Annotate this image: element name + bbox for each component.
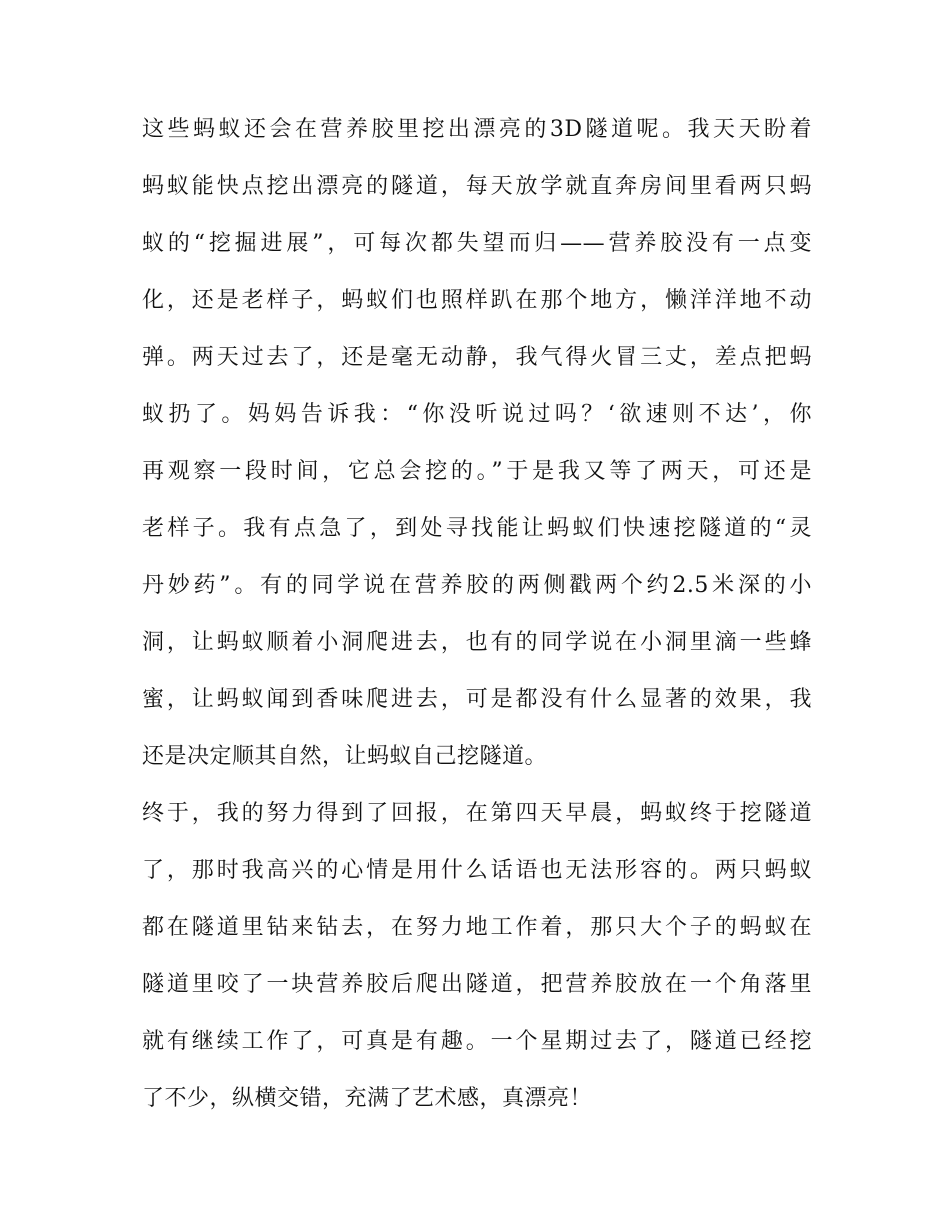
text-line: 就有继续工作了，可真是有趣。一个星期过去了，隧道已经挖 bbox=[142, 1029, 812, 1054]
text-line: 这些蚂蚁还会在营养胶里挖出漂亮的3D隧道呢。我天天盼着 bbox=[142, 117, 812, 142]
text-line: 蚂蚁能快点挖出漂亮的隧道，每天放学就直奔房间里看两只蚂 bbox=[142, 174, 812, 199]
text-line: 了不少，纵横交错，充满了艺术感，真漂亮！ bbox=[142, 1086, 593, 1111]
text-line: 还是决定顺其自然，让蚂蚁自己挖隧道。 bbox=[142, 744, 548, 769]
text-line: 蚁扔了。妈妈告诉我：“你没听说过吗？‘欲速则不达’，你 bbox=[142, 402, 812, 427]
text-line: 化，还是老样子，蚂蚁们也照样趴在那个地方，懒洋洋地不动 bbox=[142, 288, 812, 313]
document-body bbox=[142, 107, 812, 1133]
paragraph-2 bbox=[142, 791, 812, 1122]
text-line: 终于，我的努力得到了回报，在第四天早晨，蚂蚁终于挖隧道 bbox=[142, 801, 812, 826]
text-line: 了，那时我高兴的心情是用什么话语也无法形容的。两只蚂蚁 bbox=[142, 858, 812, 883]
text-line: 洞，让蚂蚁顺着小洞爬进去，也有的同学说在小洞里滴一些蜂 bbox=[142, 630, 812, 655]
text-line: 老样子。我有点急了，到处寻找能让蚂蚁们快速挖隧道的“灵 bbox=[142, 516, 812, 541]
text-line: 都在隧道里钻来钻去，在努力地工作着，那只大个子的蚂蚁在 bbox=[142, 915, 812, 940]
text-line: 再观察一段时间，它总会挖的。”于是我又等了两天，可还是 bbox=[142, 459, 812, 484]
paragraph-1 bbox=[142, 107, 812, 780]
text-line: 丹妙药”。有的同学说在营养胶的两侧戳两个约2.5米深的小 bbox=[142, 573, 812, 598]
text-line: 弹。两天过去了，还是毫无动静，我气得火冒三丈，差点把蚂 bbox=[142, 345, 812, 370]
text-line: 隧道里咬了一块营养胶后爬出隧道，把营养胶放在一个角落里 bbox=[142, 972, 812, 997]
text-line: 蜜，让蚂蚁闻到香味爬进去，可是都没有什么显著的效果，我 bbox=[142, 687, 812, 712]
text-line: 蚁的“挖掘进展”，可每次都失望而归——营养胶没有一点变 bbox=[142, 231, 812, 256]
